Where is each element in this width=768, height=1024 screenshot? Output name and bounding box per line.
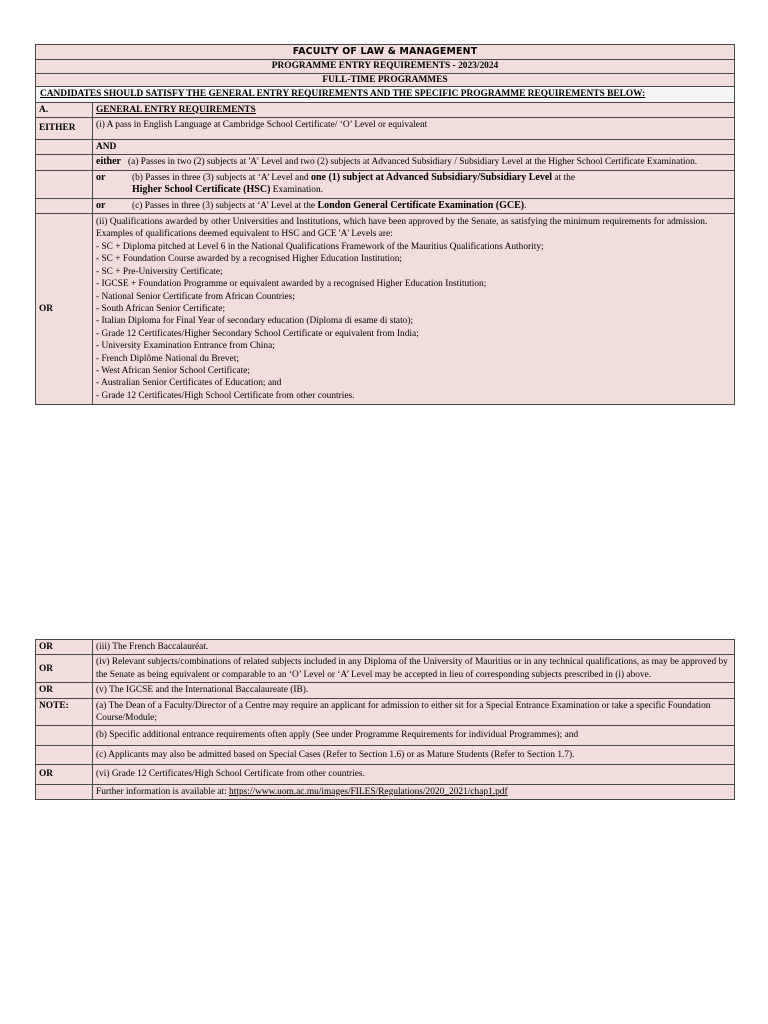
keyword-or: or (96, 199, 106, 211)
requirement-english: (i) A pass in English Language at Cambridge School Certificate/ ‘O’ Level or equivalent (93, 118, 735, 140)
list-item: Examples of qualifications deemed equivalent to HSC and GCE 'A' Levels are: (96, 229, 393, 240)
list-item: - Grade 12 Certificates/Higher Secondary School Certificate or equivalent from India; (96, 328, 419, 339)
section-heading: GENERAL ENTRY REQUIREMENTS (93, 102, 735, 117)
empty-cell (36, 140, 93, 155)
list-item: - University Examination Entrance from China; (96, 341, 275, 352)
requirement-ii-list (93, 214, 735, 405)
row-label-either: EITHER (36, 118, 93, 140)
faculty-title: FACULTY OF LAW & MANAGEMENT (36, 45, 735, 60)
empty-cell (36, 745, 93, 764)
note-b: (b) Specific additional entrance requirements often apply (See under Programme Requirements for individual Programmes); and (93, 726, 735, 745)
list-item: - National Senior Certificate from African Countries; (96, 291, 295, 302)
additional-requirements-table (35, 639, 735, 800)
requirement-iv: (iv) Relevant subjects/combinations of related subjects included in any Diploma of the University of Mauritius or in any technical qualifications, as may be approved by the Senate as being equivalent or comparable to an ‘O’ Level or ‘A’ Level may be accepted in lieu of corresponding subjects prescribed in (i) above. (93, 655, 735, 683)
list-item: - Grade 12 Certificates/High School Certificate from other countries. (96, 390, 355, 401)
requirement-iii: (iii) The French Baccalauréat. (93, 640, 735, 655)
note-c: (c) Applicants may also be admitted based on Special Cases (Refer to Section 1.6) or as Mature Students (Refer to Section 1.7). (93, 745, 735, 764)
empty-cell (36, 198, 93, 213)
note-a: (a) The Dean of a Faculty/Director of a Centre may require an applicant for admission to either sit for a Special Entrance Examination or take a specific Foundation Course/Module; (93, 698, 735, 726)
empty-cell (36, 726, 93, 745)
list-item: - West African Senior School Certificate; (96, 365, 250, 376)
row-label-or: OR (36, 683, 93, 698)
list-item: - SC + Diploma pitched at Level 6 in the National Qualifications Framework of the Mauritius Qualifications Authority; (96, 241, 544, 252)
row-label-or: OR (36, 640, 93, 655)
list-item: - South African Senior Certificate; (96, 303, 226, 314)
list-item: - SC + Pre-University Certificate; (96, 266, 223, 277)
programme-subtitle: PROGRAMME ENTRY REQUIREMENTS - 2023/2024 (36, 60, 735, 73)
keyword-or: or (96, 171, 106, 183)
candidates-notice: CANDIDATES SHOULD SATISFY THE GENERAL ENTRY REQUIREMENTS AND THE SPECIFIC PROGRAMME REQUIREMENTS BELOW: (36, 87, 735, 102)
requirement-c: or (c) Passes in three (3) subjects at ‘A’ Level at the London General Certificate Examination (GCE). (93, 198, 735, 213)
list-item: - Italian Diploma for Final Year of secondary education (Diploma di esame di stato); (96, 316, 414, 327)
mode-heading: FULL-TIME PROGRAMMES (36, 73, 735, 86)
row-label-or: OR (36, 214, 93, 405)
regulations-link[interactable]: https://www.uom.ac.mu/images/FILES/Regulations/2020_2021/chap1.pdf (229, 786, 508, 797)
requirement-a: either (a) Passes in two (2) subjects at 'A' Level and two (2) subjects at Advanced Subsidiary / Subsidiary Level at the Higher School Certificate Examination. (93, 155, 735, 170)
list-item: - Australian Senior Certificates of Education; and (96, 378, 282, 389)
list-item: - IGCSE + Foundation Programme or equivalent awarded by a recognised Higher Education Institution; (96, 279, 487, 290)
requirement-v: (v) The IGCSE and the International Baccalaureate (IB). (93, 683, 735, 698)
empty-cell (36, 784, 93, 799)
requirement-vi: (vi) Grade 12 Certificates/High School Certificate from other countries. (93, 765, 735, 784)
and-connector: AND (93, 140, 735, 155)
keyword-either: either (96, 156, 121, 168)
list-item: - SC + Foundation Course awarded by a recognised Higher Education Institution; (96, 254, 403, 265)
general-requirements-table (35, 44, 735, 405)
requirement-b: or (b) Passes in three (3) subjects at ‘A’ Level and one (1) subject at Advanced Subsidiary/Subsidiary Level at the Higher School Certificate (HSC) Examination. (93, 170, 735, 198)
section-letter: A. (36, 102, 93, 117)
further-info: Further information is available at: https://www.uom.ac.mu/images/FILES/Regulations/2020_2021/chap1.pdf (93, 784, 735, 799)
row-label-or: OR (36, 655, 93, 683)
empty-cell (36, 155, 93, 170)
row-label-note: NOTE: (36, 698, 93, 726)
row-label-or: OR (36, 765, 93, 784)
empty-cell (36, 170, 93, 198)
list-item: (ii) Qualifications awarded by other Universities and Institutions, which have been approved by the Senate, as satisfying the minimum requirements for admission. (96, 217, 708, 228)
list-item: - French Diplôme National du Brevet; (96, 353, 239, 364)
